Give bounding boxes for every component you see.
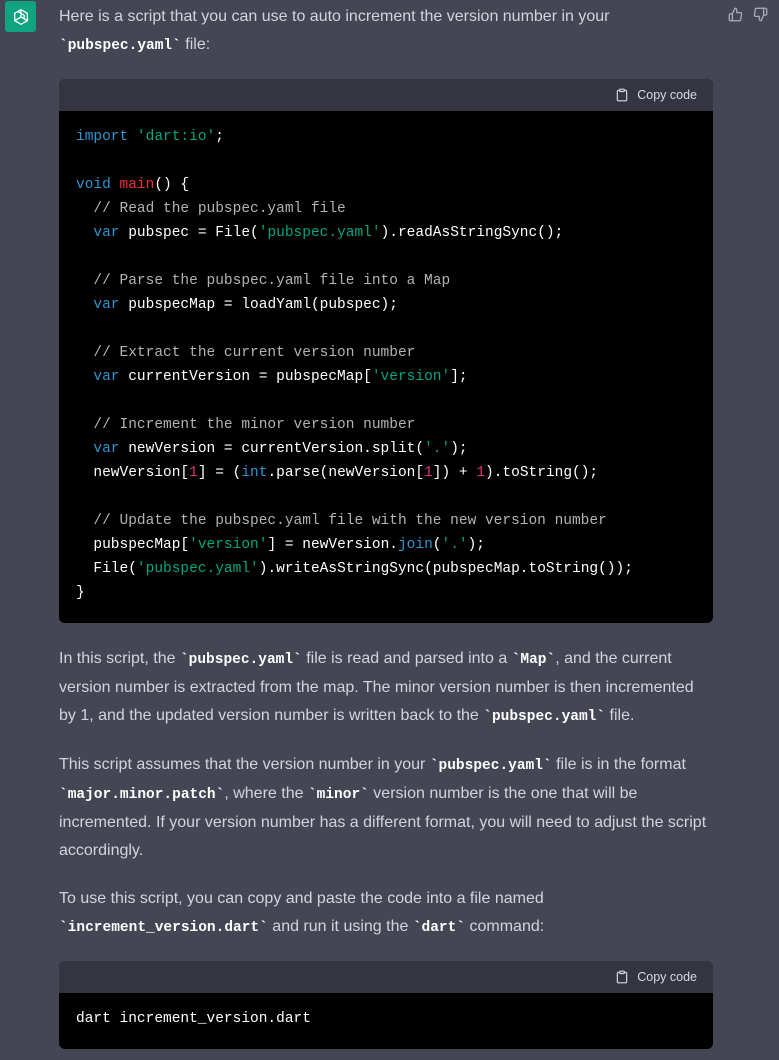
code-text [111,177,120,193]
usage-paragraph [59,885,713,942]
code-indent [76,369,93,385]
code-text: pubspecMap = loadYaml(pubspec); [119,297,398,313]
keyword: int [241,465,268,481]
number-literal: 1 [476,465,486,481]
code-block-header [59,79,713,111]
text: This script assumes that the version number in your [59,756,430,773]
inline-code: `Map` [511,652,556,668]
code-text: ); [467,537,486,553]
string-literal: 'pubspec.yaml' [136,561,259,577]
keyword: var [93,297,120,313]
thumbs-up-icon[interactable] [727,6,744,23]
keyword: var [93,369,120,385]
code-indent [76,225,93,241]
string-literal: 'pubspec.yaml' [258,225,381,241]
code-text: ] = ( [197,465,242,481]
inline-code: `pubspec.yaml` [483,709,606,725]
code-comment: // Extract the current version number [76,345,416,361]
text: version number is the one that will be incremented. If your version number has a different format, you will need to adjust the script accordingly. [59,785,707,859]
string-literal: 'dart:io' [136,129,216,145]
code-text: dart increment_version.dart [76,1011,311,1027]
intro-paragraph [59,3,713,60]
code-text: } [76,585,85,601]
code-content [59,993,713,1049]
copy-code-button[interactable] [615,81,697,109]
assumption-paragraph [59,751,713,865]
inline-code: `minor` [307,787,369,803]
code-text: pubspec = File( [119,225,259,241]
code-text: ).writeAsStringSync(pubspecMap.toString()); [258,561,633,577]
clipboard-icon [615,88,629,102]
code-text: newVersion[ [76,465,190,481]
code-comment: // Increment the minor version number [76,417,416,433]
keyword: var [93,441,120,457]
inline-code: `pubspec.yaml` [179,652,302,668]
number-literal: 1 [189,465,198,481]
string-literal: 'version' [371,369,451,385]
code-text: newVersion = currentVersion.split( [119,441,425,457]
inline-code: `pubspec.yaml` [59,38,181,54]
text: file. [605,707,635,724]
intro-text: Here is a script that you can use to auto increment the version number in your [59,8,610,25]
code-content [59,111,713,623]
code-text: ).toString(); [485,465,599,481]
code-text: ; [215,129,224,145]
code-comment: // Read the pubspec.yaml file [76,201,346,217]
string-literal: '.' [441,537,468,553]
text: file is in the format [551,756,686,773]
keyword: void [76,177,111,193]
text: file is read and parsed into a [301,650,512,667]
assistant-avatar [5,1,36,32]
code-indent [76,441,93,457]
string-literal: '.' [424,441,451,457]
function-name: main [119,177,155,193]
keyword: import [76,129,129,145]
inline-code: `increment_version.dart` [59,920,268,936]
number-literal: 1 [424,465,433,481]
code-comment: // Parse the pubspec.yaml file into a Map [76,273,451,289]
text: command: [465,918,545,935]
copy-code-label: Copy code [637,88,697,102]
text: , and the current version number is extracted from the map. The minor version number is then incremented by 1, and the updated version number is written back to the [59,650,694,724]
feedback-buttons [727,6,769,23]
code-text [128,129,137,145]
clipboard-icon [615,970,629,984]
explanation-paragraph [59,645,713,731]
inline-code: `dart` [412,920,466,936]
keyword: var [93,225,120,241]
code-text: pubspecMap[ [76,537,190,553]
copy-code-button[interactable] [615,963,697,991]
code-text: File( [76,561,137,577]
text: and run it using the [267,918,413,935]
code-text: ] = newVersion. [267,537,398,553]
string-literal: 'version' [189,537,268,553]
inline-code: `pubspec.yaml` [429,758,552,774]
code-indent [76,297,93,313]
keyword: join [397,537,433,553]
code-block-dart [59,79,713,623]
code-block-shell [59,961,713,1049]
openai-logo-icon [11,7,31,27]
code-text: ).readAsStringSync(); [380,225,564,241]
code-text: () { [154,177,190,193]
code-text: ( [432,537,442,553]
code-text: .parse(newVersion[ [267,465,425,481]
code-text: ); [450,441,468,457]
code-text: ]; [450,369,468,385]
code-text: ]) + [432,465,477,481]
code-text: currentVersion = pubspecMap[ [119,369,372,385]
text: , where the [224,785,308,802]
thumbs-down-icon[interactable] [752,6,769,23]
inline-code: `major.minor.patch` [59,787,225,803]
code-comment: // Update the pubspec.yaml file with the new version number [76,513,607,529]
assistant-message [59,3,713,1049]
text: In this script, the [59,650,180,667]
intro-end-text: file: [180,36,211,53]
text: To use this script, you can copy and paste the code into a file named [59,890,544,907]
code-block-header [59,961,713,993]
copy-code-label: Copy code [637,970,697,984]
